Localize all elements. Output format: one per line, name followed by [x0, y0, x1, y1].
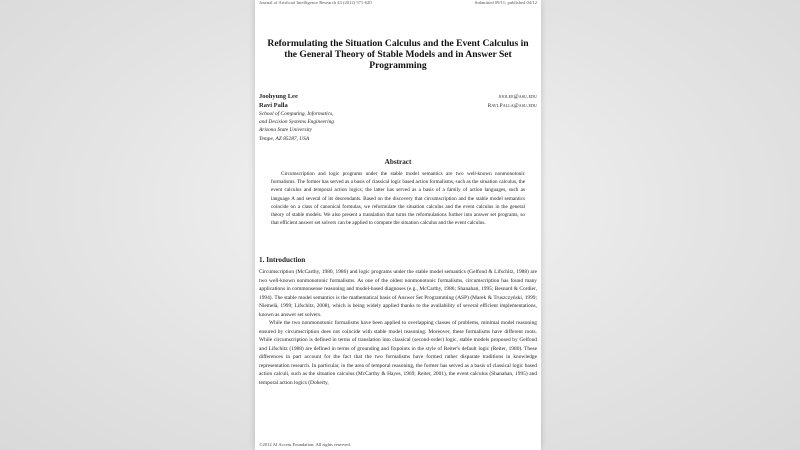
paper-title: Reformulating the Situation Calculus and the Event Calculus in the General Theory of Stable Models and in Answer Set Programming [267, 38, 529, 71]
section-body [259, 268, 537, 436]
body-paragraph: While the two nonmonotonic formalisms have been applied to overlapping classes of problems, minimal model reasoning ensured by circumscription does not coincide with stable model reasoning. Moreover, these formalisms have different roots. While circumscription is defined in terms of translation into classical (second-order) logic, stable models proposed by Gelfond and Lifschitz (1988) are defined in terms of grounding and fixpoints in the style of Reiter's default logic (Reiter, 1980). These differences in part account for the fact that the two formalisms have formed rather disparate traditions in knowledge representation research. In particular, in the area of temporal reasoning, the former has served as a basis of classical logic based action calculi, such as the situation calculus (McCarthy & Hayes, 1969; Reiter, 2001), the event calculus (Shanahan, 1995) and temporal action logics (Doherty, [259, 320, 537, 386]
affiliation-line: Arizona State University [259, 127, 313, 134]
author-name: Joohyung Lee [259, 93, 298, 100]
section-heading: 1. Introduction [259, 256, 306, 264]
author-row [259, 92, 537, 101]
author-name: Ravi Palla [259, 102, 288, 109]
author-email: joolee@asu.edu [498, 94, 537, 100]
body-paragraph: Circumscription (McCarthy, 1980, 1986) and logic programs under the stable model semantics (Gelfond & Lifschitz, 1988) are two well-known nonmonotonic formalisms. As one of the oldest nonmonotonic formalisms, circumscription has found many applications in commonsense reasoning and model-based diagnoses (e.g., McCarthy, 1986; Shanahan, 1995; Besnard & Cordier, 1994). The stable model semantics is the mathematical basis of Answer Set Programming (ASP) (Marek & Truszczyński, 1999; Niemelä, 1999; Lifschitz, 2008), which is being widely applied thanks to the availability of several efficient implementations, known as answer set solvers. [259, 269, 537, 318]
affiliation-line: and Decision Systems Engineering [259, 119, 335, 126]
submission-dates: Submitted 09/11; published 04/12 [474, 0, 537, 5]
journal-citation: Journal of Artificial Intelligence Research 43 (2012) 571-620 [259, 0, 372, 5]
author-block [259, 92, 537, 143]
copyright-footer: ©2012 AI Access Foundation. All rights reserved. [259, 442, 351, 447]
paper-page [255, 0, 541, 450]
author-row [259, 101, 537, 110]
affiliation-line: Tempe, AZ 85287, USA [259, 135, 310, 142]
affiliation-line: School of Computing, Informatics, [259, 111, 334, 117]
abstract-heading: Abstract [384, 158, 412, 166]
author-email: Ravi.Palla@asu.edu [487, 103, 537, 109]
running-head [259, 0, 537, 8]
abstract-text: Circumscription and logic programs under the stable model semantics are two well-known nonmonotonic formalisms. The former has served as a basis of classical logic based action formalisms, such as the situation calculus, the event calculus and temporal action logics; the latter has served as a basis of a family of action languages, such as language A and several of its descendants. Based on the discovery that circumscription and the stable model semantics coincide on a class of canonical formulas, we reformulate the situation calculus and the event calculus in the general theory of stable models. We also present a translation that turns the reformulations further into answer set programs, so that efficient answer set solvers can be applied to compute the situation calculus and the event calculus. [271, 171, 525, 227]
